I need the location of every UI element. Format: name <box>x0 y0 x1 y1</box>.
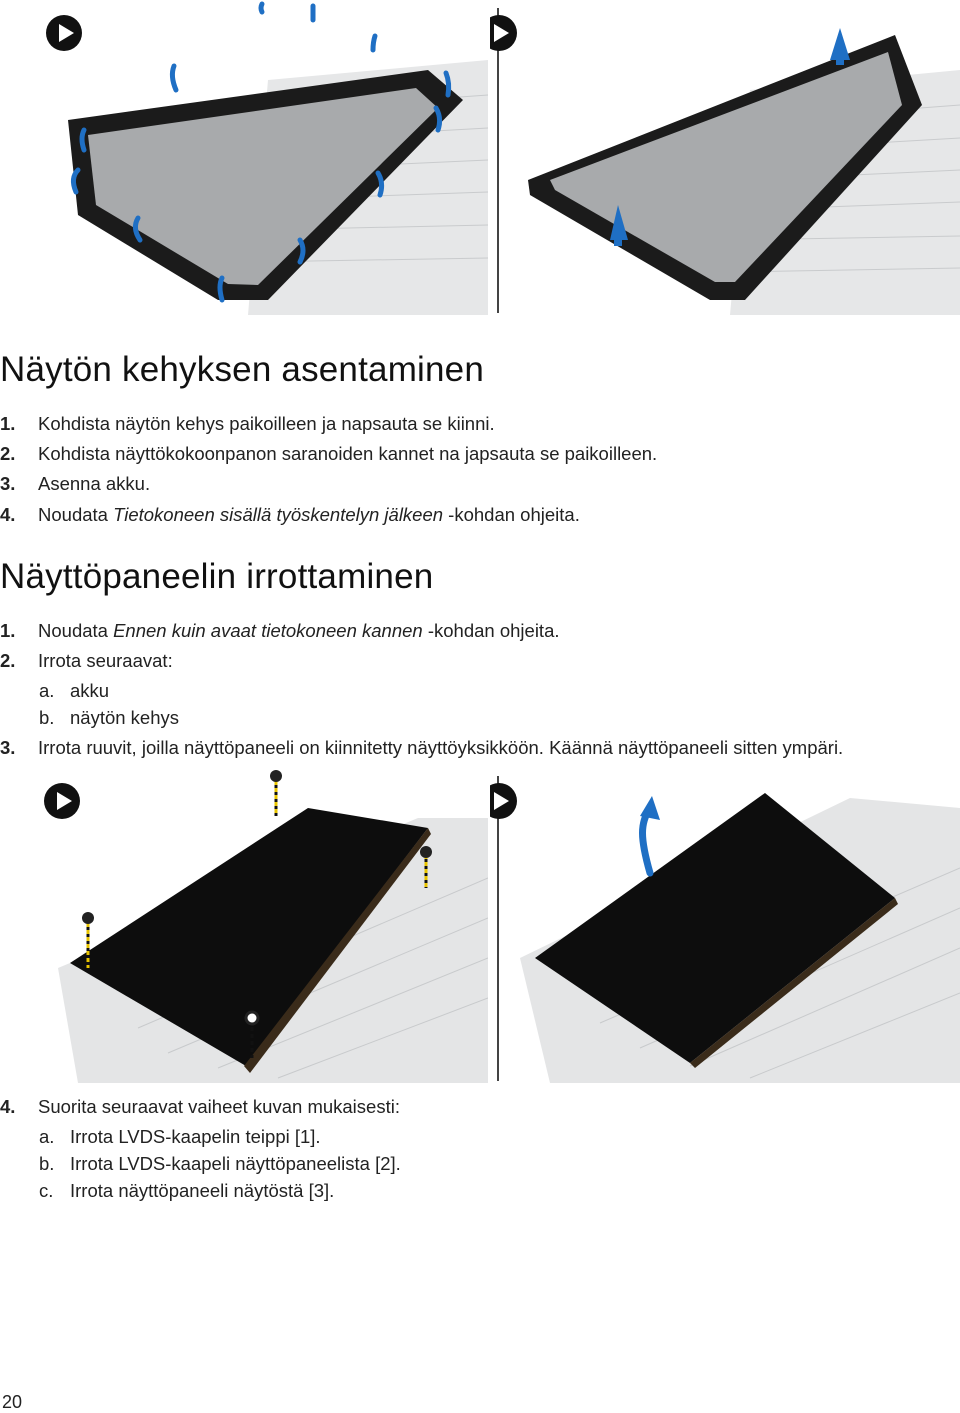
panel-illustrations <box>0 768 960 1083</box>
play-step-icon <box>45 14 83 52</box>
bezel-removal-figure-2 <box>490 0 960 315</box>
section-title-bezel-install: Näytön kehyksen asentaminen <box>0 350 485 389</box>
step-2: 2. Kohdista näyttökokoonpanon saranoiden kannet na japsauta se paikoilleen. <box>0 443 658 464</box>
step-3: 3. Asenna akku. <box>0 473 151 494</box>
step-1: 1. Noudata Ennen kuin avaat tietokoneen kannen -kohdan ohjeita. <box>0 620 560 641</box>
substep-c: c. Irrota näyttöpaneeli näytöstä [3]. <box>39 1180 335 1201</box>
reference-link: Ennen kuin avaat tietokoneen kannen <box>113 620 423 641</box>
step-3: 3. Irrota ruuvit, joilla näyttöpaneeli on kiinnitetty näyttöyksikköön. Käännä näyttöpaneeli sitten ympäri. <box>0 737 844 758</box>
step-1: 1. Kohdista näytön kehys paikoilleen ja napsauta se kiinni. <box>0 413 495 434</box>
play-step-icon <box>43 782 81 820</box>
page-number: 20 <box>2 1392 23 1412</box>
substep-b: b. näytön kehys <box>39 707 180 728</box>
panel-flip-figure <box>490 768 960 1083</box>
panel-screws-figure <box>18 768 488 1083</box>
step-2: 2. Irrota seuraavat: <box>0 650 173 671</box>
step-4: 4. Noudata Tietokoneen sisällä työskentelyn jälkeen -kohdan ohjeita. <box>0 504 580 525</box>
play-step-icon <box>490 782 518 820</box>
substep-a: a. akku <box>39 680 110 701</box>
section-title-panel-removal: Näyttöpaneelin irrottaminen <box>0 557 434 596</box>
bezel-removal-figure-1 <box>18 0 488 315</box>
substep-a: a. Irrota LVDS-kaapelin teippi [1]. <box>39 1126 321 1147</box>
substep-b: b. Irrota LVDS-kaapeli näyttöpaneelista [2]. <box>39 1153 401 1174</box>
bezel-illustrations <box>0 0 960 315</box>
step-4: 4. Suorita seuraavat vaiheet kuvan mukaisesti: <box>0 1096 400 1117</box>
reference-link: Tietokoneen sisällä työskentelyn jälkeen <box>113 504 444 525</box>
play-step-icon <box>490 14 518 52</box>
